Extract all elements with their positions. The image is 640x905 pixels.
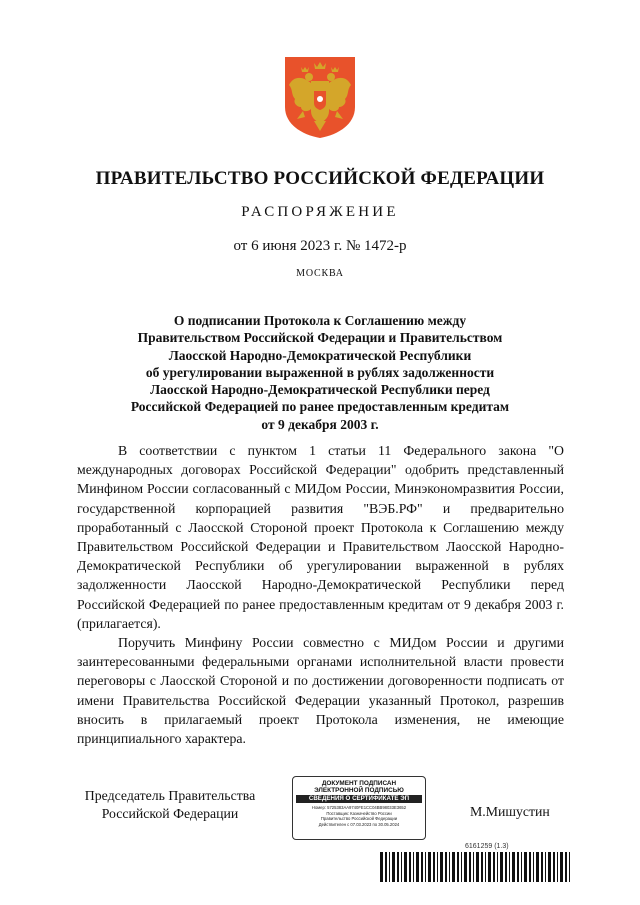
barcode-bar [485,852,486,882]
signer-title-line: Председатель Правительства [84,788,256,803]
barcode-bar [569,852,570,882]
barcode-bar [413,852,414,882]
barcode-bar [433,852,435,882]
barcode-bar [533,852,534,882]
barcode-bar [517,852,519,882]
barcode-bar [500,852,503,882]
stamp-cert-number: Номер: 5725383AA9740FE1CC04BB98033E3652 [311,805,407,810]
barcode-bar [416,852,419,882]
barcode-bar [389,852,390,882]
subject-line: Российской Федерацией по ранее предоставленным кредитам [130,399,510,415]
government-title: ПРАВИТЕЛЬСТВО РОССИЙСКОЙ ФЕДЕРАЦИИ [95,168,545,189]
barcode-bar [497,852,498,882]
barcode-bar [421,852,423,882]
document-subject [80,312,560,433]
stamp-issuer: Поставщик: Казначейство России [326,810,392,816]
coat-of-arms-icon [281,55,359,139]
barcode-bar [524,852,527,882]
e-signature-stamp [292,776,426,840]
barcode-bar [476,852,479,882]
barcode-bar [560,852,563,882]
subject-line: Лаосской Народно-Демократической Республики [168,347,472,363]
subject-line: об урегулировании выраженной в рублях задолженности [145,364,495,380]
barcode-bar [380,852,383,882]
document-city: МОСКВА [296,268,344,279]
barcode-bar [488,852,491,882]
barcode-bar [437,852,438,882]
barcode-bar [464,852,467,882]
barcode-bar [509,852,510,882]
barcode-bar [385,852,387,882]
document-type: РАСПОРЯЖЕНИЕ [241,204,399,220]
barcode-bar [452,852,455,882]
barcode-bar [449,852,450,882]
stamp-line: ДОКУМЕНТ ПОДПИСАН [321,780,397,787]
document-number: 6161259 (1.3) [465,843,509,850]
signer-title-line: Российской Федерации [101,806,239,821]
barcode-bar [457,852,459,882]
signer-name: М.Мишустин [470,804,550,819]
barcode-bar [557,852,558,882]
barcode-bar [461,852,462,882]
stamp-header-bar: СВЕДЕНИЯ О СЕРТИФИКАТЕ ЭП [296,795,422,803]
barcode-bar [541,852,543,882]
barcode-bar [469,852,471,882]
subject-line: от 9 декабря 2003 г. [261,416,379,432]
barcode-bar [401,852,402,882]
barcode-bar [397,852,399,882]
barcode-bar [553,852,555,882]
body-paragraph: В соответствии с пунктом 1 статьи 11 Федерального закона "О международных договорах Российской Федерации" одобрить представленный Минфином России согласованный с МИДом России, Минэкономразвития России, государственной корпорацией развития "ВЭБ.РФ" и предварительно проработанный с Лаосской Стороной проект Протокола к Соглашению между Правительством Российской Федерации и Правительством Лаосской Народно-Демократической Республики об урегулировании выраженной в рублях задолженности Лаосской Народно-Демократической Республики перед Российской Федерацией по ранее предоставленным кредитам от 9 декабря 2003 г. (прилагается). [77,443,564,631]
stamp-validity: Действителен с 07.03.2023 по 30.05.2024 [318,821,400,827]
barcode-bar [548,852,551,882]
document-date-number: от 6 июня 2023 г. № 1472-р [233,238,407,254]
barcode-bar [545,852,546,882]
barcode-bar [392,852,395,882]
barcode-bar [409,852,411,882]
barcode-bar [440,852,443,882]
barcode-bar [565,852,567,882]
barcode-bar [428,852,431,882]
barcode-bar [493,852,495,882]
barcode-bar [529,852,531,882]
barcode-bar [536,852,539,882]
barcode-bar [505,852,507,882]
body-paragraph: Поручить Минфину России совместно с МИДом России и другими заинтересованными федеральными органами исполнительной власти провести переговоры с Лаосской Стороной и по достижении договоренности подписать от имени Правительства Российской Федерации указанный Протокол, разрешив вносить в прилагаемый проект Протокола изменения, не имеющие принципиального характера. [77,635,564,747]
barcode-icon [380,852,570,882]
barcode-bar [481,852,483,882]
barcode-bar [512,852,515,882]
barcode-bar [404,852,407,882]
stamp-line: ЭЛЕКТРОННОЙ ПОДПИСЬЮ [314,787,404,794]
signer-title [60,787,280,823]
subject-line: Правительством Российской Федерации и Правительством [137,330,503,346]
subject-line: О подписании Протокола к Соглашению между [173,313,467,328]
stamp-issuer: Правительство Российской Федерации [320,816,398,822]
barcode-bar [521,852,522,882]
barcode-bar [425,852,426,882]
document-body [77,441,564,748]
barcode-bar [445,852,447,882]
subject-line: Лаосской Народно-Демократической Республики перед [150,382,490,398]
barcode-bar [473,852,474,882]
